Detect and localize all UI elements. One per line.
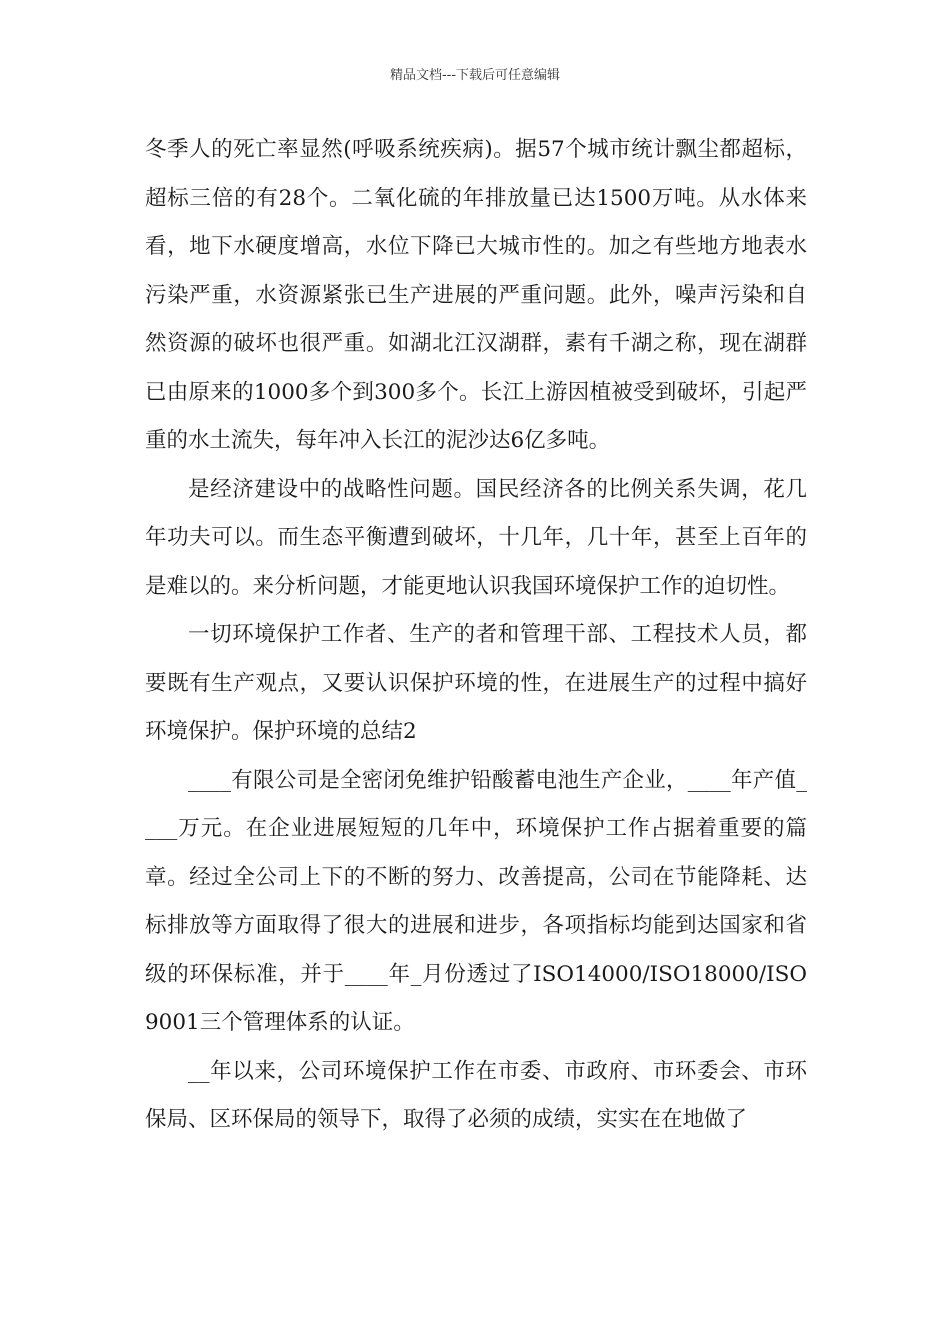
page-header: 精品文档---下载后可任意编辑 [389,68,561,83]
paragraph: __年以来，公司环境保护工作在市委、市政府、市环委会、市环保局、区环保局的领导下，取得了必须的成绩，实实在在地做了 [145,1058,807,1132]
paragraph: 一切环境保护工作者、生产的者和管理干部、工程技术人员，都要既有生产观点，又要认识保护环境的性，在进展生产的过程中搞好环境保护。保护环境的总结2 [145,622,807,744]
paragraph: ____有限公司是全密闭免维护铅酸蓄电池生产企业，____年产值____万元。在企业进展短短的几年中，环境保护工作占据着重要的篇章。经过全公司上下的不断的努力、改善提高，公司在节能降耗、达标排放等方面取得了很大的进展和进步，各项指标均能到达国家和省级的环保标准，并于____年_月份透过了ISO14000/ISO18000/ISO9001三个管理体系的认证。 [145,767,807,1035]
paragraph: 冬季人的死亡率显然(呼吸系统疾病)。据57个城市统计飘尘都超标，超标三倍的有28个。二氧化硫的年排放量已达1500万吨。从水体来看，地下水硬度增高，水位下降已大城市性的。加之有些地方地表水污染严重，水资源紧张已生产进展的严重问题。此外，噪声污染和自然资源的破坏也很严重。如湖北江汉湖群，素有千湖之称，现在湖群已由原来的1000多个到300多个。长江上游因植被受到破坏，引起严重的水土流失，每年冲入长江的泥沙达6亿多吨。 [145,137,807,453]
paragraph: 是经济建设中的战略性问题。国民经济各的比例关系失调，花几年功夫可以。而生态平衡遭到破坏，十几年，几十年，甚至上百年的是难以的。来分析问题，才能更地认识我国环境保护工作的迫切性。 [145,476,807,599]
document-body [145,126,807,1145]
